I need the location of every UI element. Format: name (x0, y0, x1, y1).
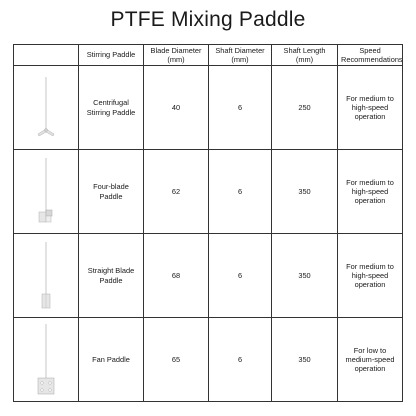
table-header-row (14, 45, 403, 66)
four-blade-paddle-icon (36, 156, 56, 228)
shaft-diameter-value: 6 (209, 66, 272, 150)
blade-diameter-value: 62 (144, 150, 209, 234)
paddle-image-cell (14, 150, 79, 234)
paddle-name: Centrifugal Stirring Paddle (79, 66, 144, 150)
straight-blade-paddle-icon (36, 240, 56, 312)
blade-diameter-value: 65 (144, 318, 209, 402)
header-stirring-paddle: Stirring Paddle (79, 45, 144, 66)
table-row (14, 234, 403, 318)
table-row (14, 318, 403, 402)
blade-diameter-value: 68 (144, 234, 209, 318)
shaft-diameter-value: 6 (209, 234, 272, 318)
paddle-name: Four-blade Paddle (79, 150, 144, 234)
speed-recommendation: For medium to high-speed operation (338, 66, 403, 150)
paddle-image-cell (14, 66, 79, 150)
fan-paddle-icon (35, 322, 57, 398)
paddle-image-cell (14, 234, 79, 318)
speed-recommendation: For medium to high-speed operation (338, 234, 403, 318)
shaft-diameter-value: 6 (209, 318, 272, 402)
speed-recommendation: For low to medium-speed operation (338, 318, 403, 402)
table-row (14, 66, 403, 150)
paddle-image-cell (14, 318, 79, 402)
table-row (14, 150, 403, 234)
centrifugal-paddle-icon (36, 75, 56, 141)
speed-recommendation: For medium to high-speed operation (338, 150, 403, 234)
shaft-length-value: 350 (272, 234, 338, 318)
header-blade-diameter: Blade Diameter (mm) (144, 45, 209, 66)
header-image (14, 45, 79, 66)
header-shaft-length: Shaft Length (mm) (272, 45, 338, 66)
header-speed-recommendations: Speed Recommendations (338, 45, 403, 66)
page-title: PTFE Mixing Paddle (110, 8, 306, 31)
blade-diameter-value: 40 (144, 66, 209, 150)
shaft-length-value: 350 (272, 318, 338, 402)
spec-table (13, 44, 403, 402)
header-shaft-diameter: Shaft Diameter (mm) (209, 45, 272, 66)
shaft-length-value: 250 (272, 66, 338, 150)
paddle-name: Straight Blade Paddle (79, 234, 144, 318)
shaft-diameter-value: 6 (209, 150, 272, 234)
paddle-name: Fan Paddle (79, 318, 144, 402)
shaft-length-value: 350 (272, 150, 338, 234)
